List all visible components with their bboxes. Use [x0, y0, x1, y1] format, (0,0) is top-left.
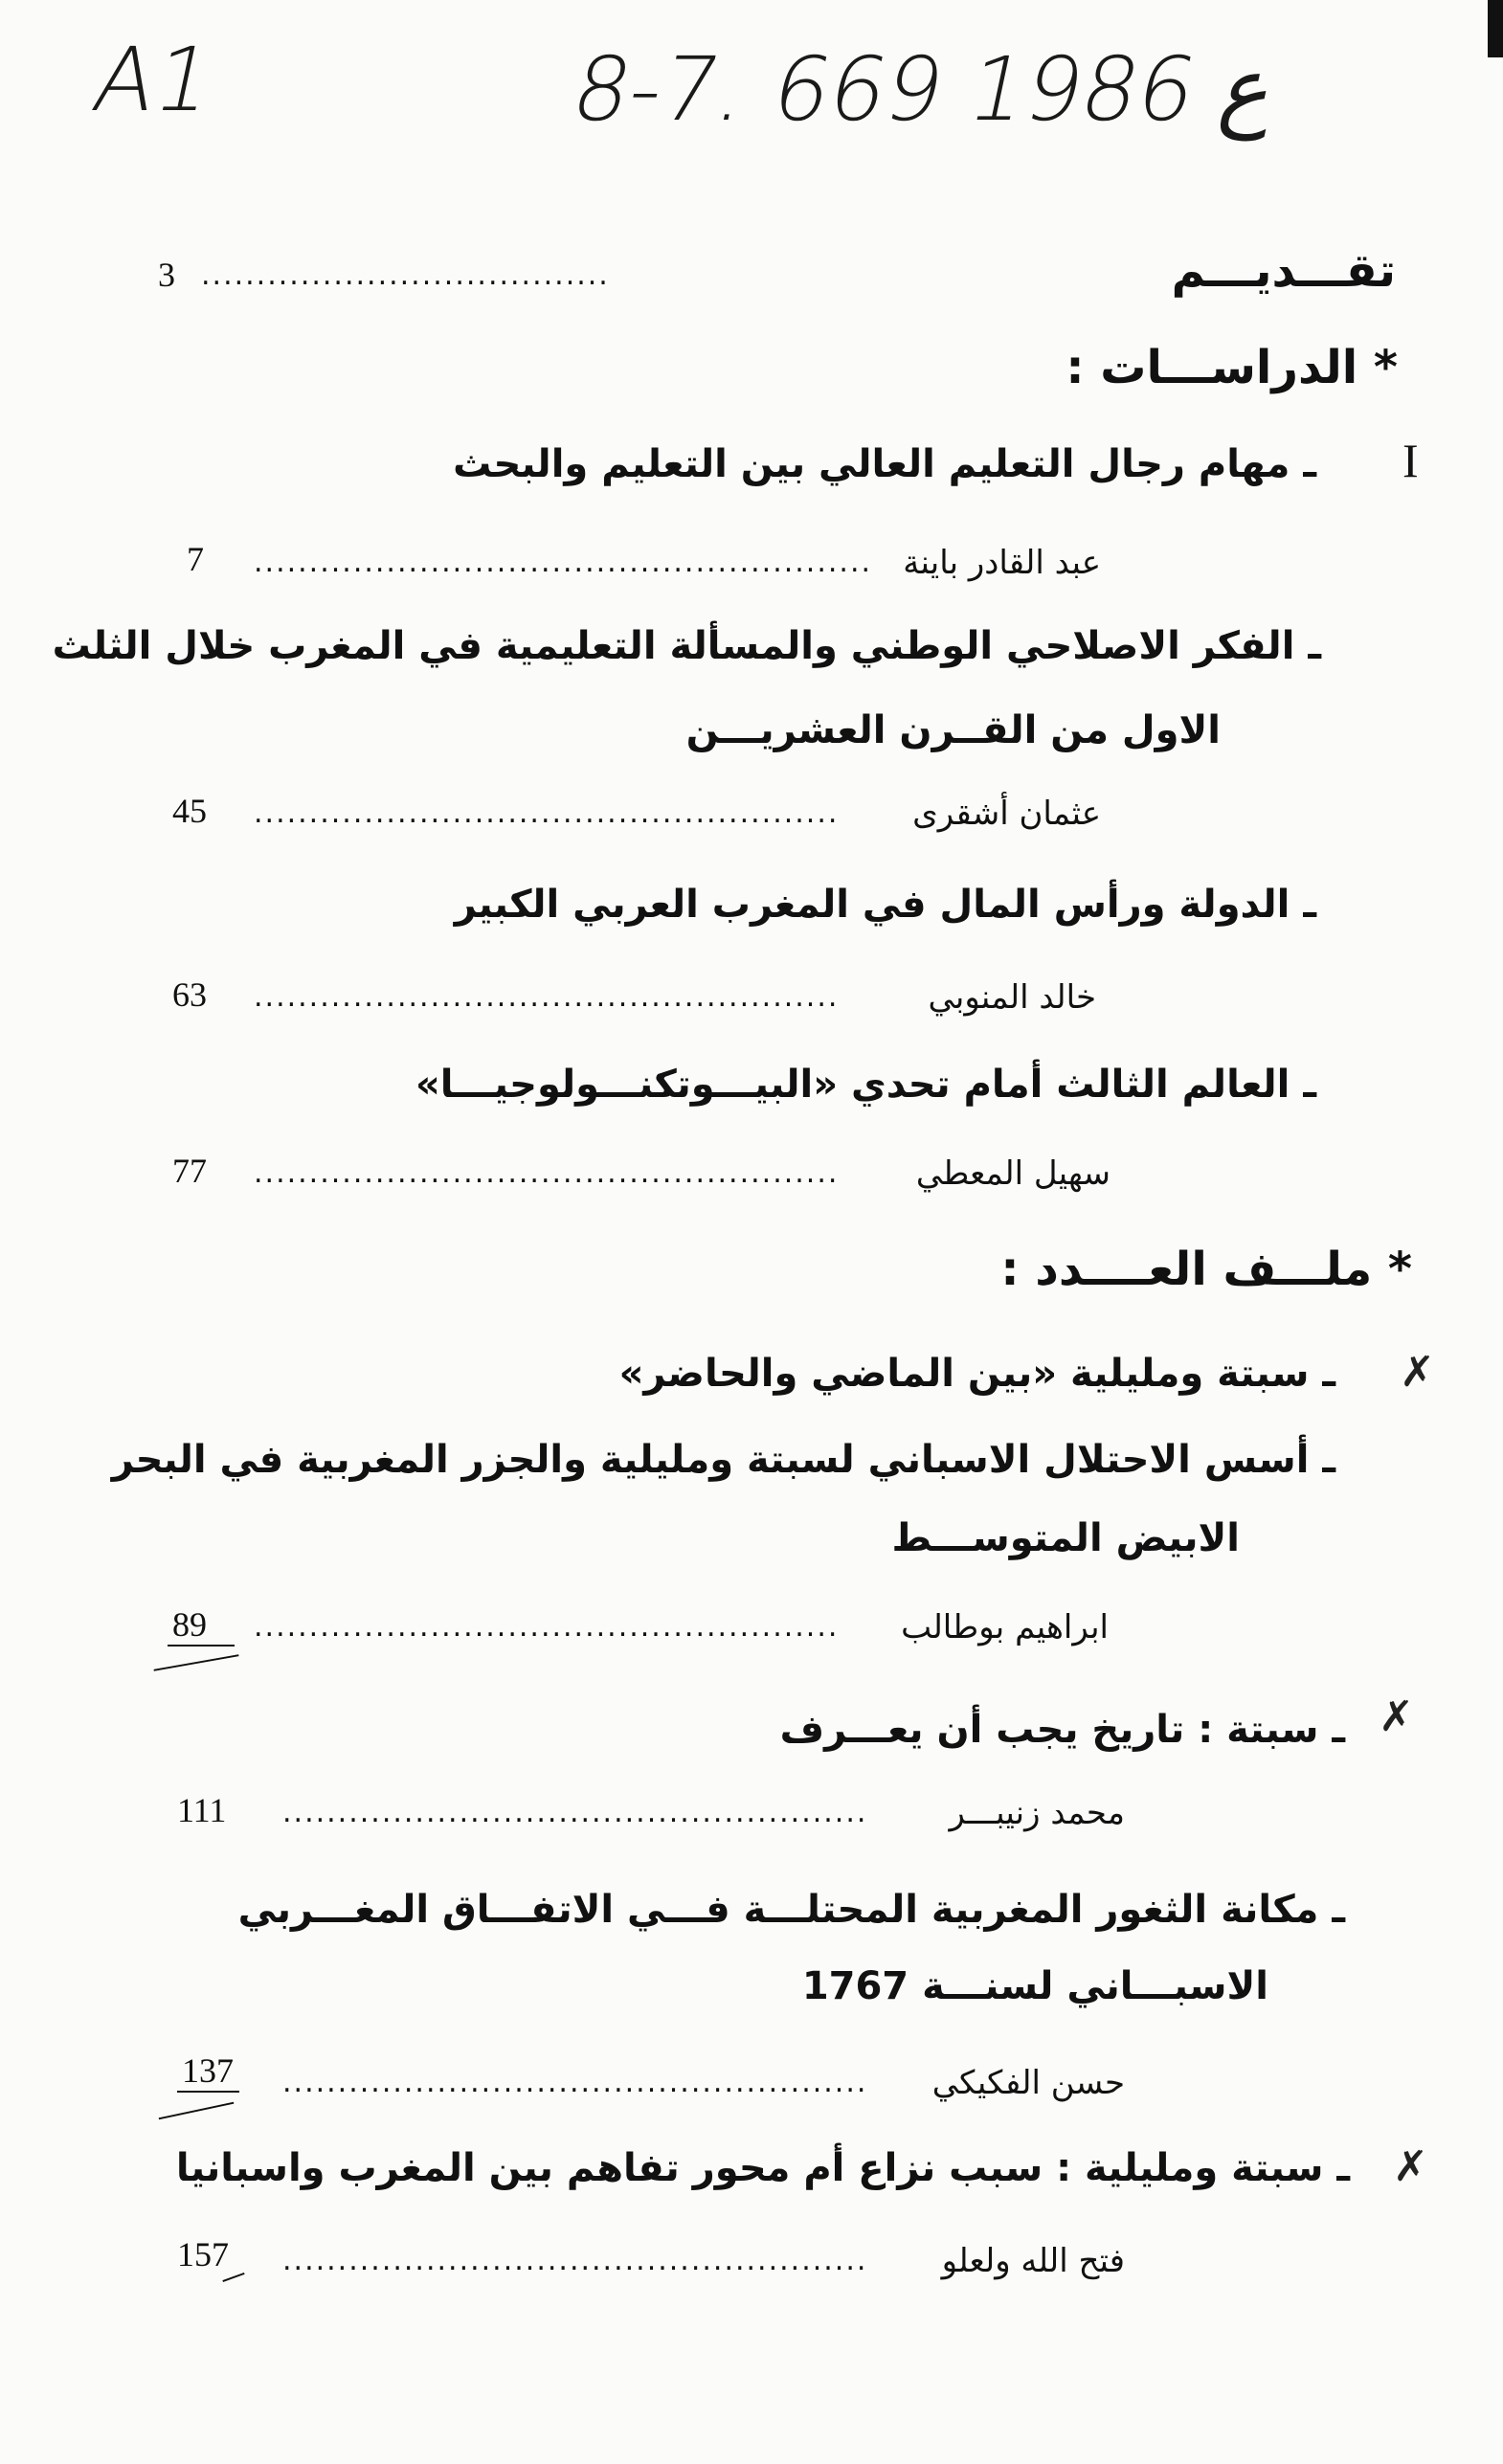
entry-page-number: 63 [172, 975, 207, 1014]
entry-page-number: 45 [172, 792, 207, 830]
entry-author: عبد القادر باينة [903, 544, 1101, 582]
entry-page-number: 89 [172, 1605, 207, 1644]
entry-dot-leader: ..................................................... [254, 980, 840, 1014]
entry-dot-leader: ..................................................... [254, 1610, 840, 1644]
handwritten-check-mark: ✗ [1379, 1692, 1414, 1741]
entry-title: ـ الدولة ورأس المال في المغرب العربي الكبير [454, 883, 1316, 927]
handwritten-check-mark: ✗ [1393, 2142, 1428, 2191]
entry-title-line1: ـ أسس الاحتلال الاسباني لسبتة ومليلية والجزر المغربية في البحر [111, 1438, 1335, 1482]
intro-title: تقـــديـــم [1171, 244, 1396, 298]
entry-title-line1: ـ مكانة الثغور المغربية المحتلـــة فـــي الاتفـــاق المغـــربي [237, 1888, 1345, 1932]
entry-title-line2: الابيض المتوســـط [891, 1516, 1240, 1560]
entry-author: حسن الفكيكي [931, 2064, 1125, 2102]
intro-dot-leader: ..................................... [201, 258, 610, 292]
entry-page-number: 157 [177, 2235, 229, 2274]
handwritten-stroke [159, 2102, 235, 2120]
page-underline [177, 2091, 239, 2093]
entry-author: خالد المنوبي [928, 978, 1096, 1017]
entry-title: ـ سبتة ومليلية «بين الماضي والحاضر» [618, 1352, 1335, 1396]
handwritten-date: 8-7. ع 1986 669 [563, 38, 1287, 141]
entry-title-line2: الاسبـــاني لسنـــة 1767 [801, 1964, 1268, 2008]
entry-title: ـ العالم الثالث أمام تحدي «البيـــوتكنـــولوجيـــا» [415, 1063, 1316, 1107]
entry-dot-leader: ..................................................... [254, 1156, 840, 1190]
section-heading-studies: * الدراســـات : [1066, 341, 1398, 394]
entry-author: عثمان أشقرى [912, 795, 1101, 833]
section-heading-file: * ملـــف العــــدد : [1000, 1243, 1412, 1296]
entry-page-number: 137 [182, 2051, 234, 2090]
entry-page-number: 111 [177, 1791, 227, 1829]
page-underline [168, 1645, 235, 1646]
handwritten-code: A1 [84, 29, 223, 131]
entry-page-number: 7 [187, 540, 204, 578]
entry-dot-leader: ........................................................ [254, 546, 873, 579]
entry-dot-leader: ..................................................... [254, 796, 840, 830]
entry-author: محمد زنيبـــر [949, 1794, 1125, 1832]
entry-title: ـ سبتة : تاريخ يجب أن يعـــرف [779, 1708, 1345, 1752]
entry-author: ابراهيم بوطالب [901, 1608, 1109, 1646]
entry-title-line1: ـ الفكر الاصلاحي الوطني والمسألة التعليمية في المغرب خلال الثلث [52, 624, 1321, 668]
entry-dot-leader: ..................................................... [282, 2066, 868, 2099]
entry-author: سهيل المعطي [915, 1154, 1110, 1193]
entry-author: فتح الله ولعلو [941, 2242, 1125, 2280]
intro-page-number: 3 [158, 256, 175, 294]
entry-title: ـ مهام رجال التعليم العالي بين التعليم والبحث [453, 442, 1316, 486]
handwritten-check-mark: ✗ [1400, 1348, 1435, 1397]
entry-title-line2: الاول من القــرن العشريـــن [685, 708, 1221, 752]
entry-dot-leader: ..................................................... [282, 2244, 868, 2277]
handwritten-stroke [154, 1654, 239, 1671]
entry-dot-leader: ..................................................... [282, 1796, 868, 1829]
entry-title: ـ سبتة ومليلية : سبب نزاع أم محور تفاهم بين المغرب واسبانيا [175, 2146, 1350, 2190]
roman-numeral-mark: I [1402, 434, 1419, 487]
scan-edge [1488, 0, 1503, 57]
entry-page-number: 77 [172, 1152, 207, 1190]
